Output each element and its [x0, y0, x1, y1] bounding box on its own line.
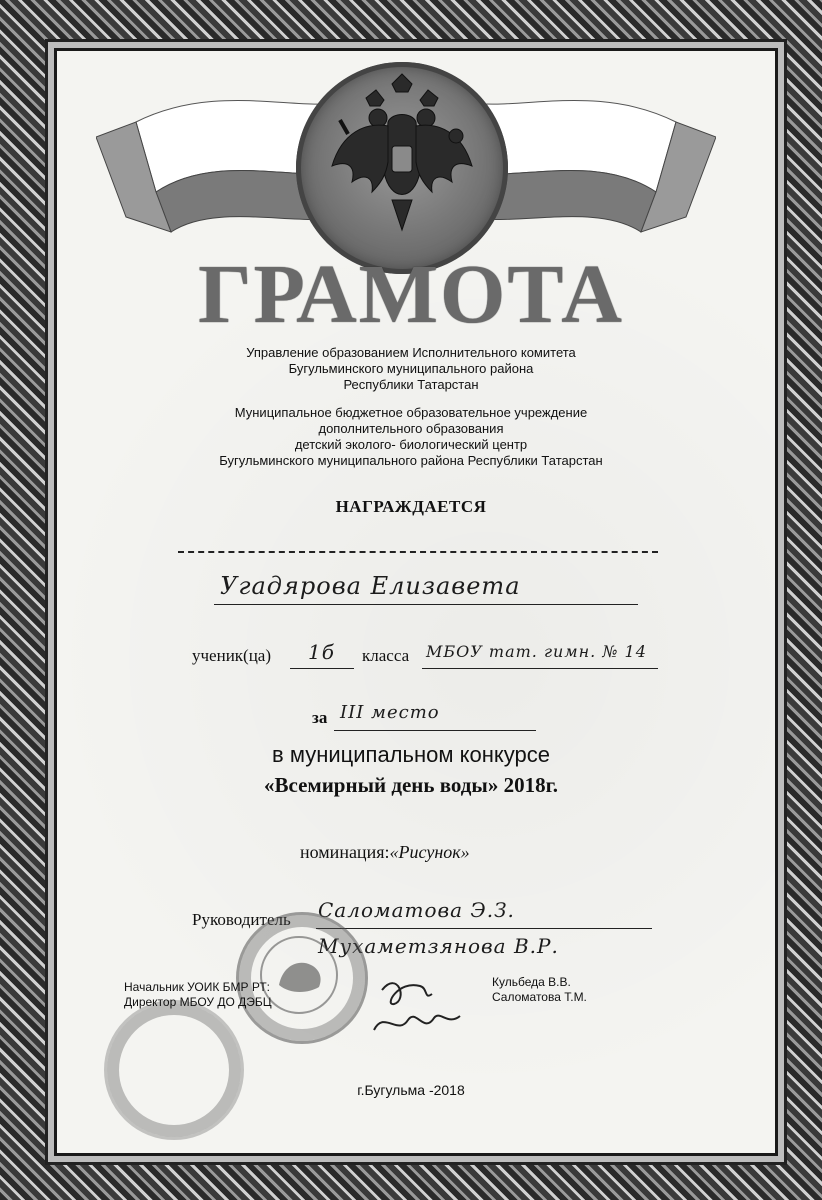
institution-line: детский эколого- биологический центр: [294, 437, 528, 452]
recipient-name: Угадярова Елизавета: [220, 572, 521, 600]
student-label: ученик(ца): [192, 646, 272, 665]
double-headed-eagle-icon: [296, 62, 508, 274]
issuer-block: [0, 345, 822, 393]
place-value: III место: [340, 702, 440, 723]
supervisor-label: Руководитель: [192, 910, 291, 929]
signatory-title: Директор МБОУ ДО ДЭБЦ: [124, 995, 272, 1009]
signatory-title: Начальник УОИК БМР РТ:: [124, 980, 271, 994]
supervisor-line: [316, 898, 652, 929]
school-value: МБОУ тат. гимн. № 14: [426, 642, 647, 661]
institution-line: Муниципальное бюджетное образовательное учреждение: [234, 405, 588, 420]
issuer-line: Бугульминского муниципального района: [288, 361, 534, 376]
certificate-title: ГРАМОТА: [198, 248, 624, 341]
place-line: [334, 702, 536, 731]
official-stamp: [236, 912, 368, 1044]
nomination-label: номинация:: [300, 842, 390, 862]
supervisor-name-2: Мухаметзянова В.Р.: [318, 934, 559, 958]
institution-stamp: [104, 1000, 244, 1140]
contest-line: в муниципальном конкурсе: [272, 742, 550, 767]
grade-value: 1б: [308, 640, 335, 664]
nomination-row: [300, 842, 470, 863]
recipient-line: [214, 572, 638, 605]
signatory-titles: [124, 980, 272, 1010]
footer-place-year: г.Бугульма -2018: [357, 1082, 465, 1098]
coat-of-arms-emblem: [296, 62, 508, 274]
issuer-line: Республики Татарстан: [343, 377, 479, 392]
class-label: класса: [362, 646, 410, 665]
school-line: [422, 642, 658, 669]
signature-scribble-icon: [368, 960, 468, 1050]
leopard-emblem-icon: [239, 915, 359, 1035]
contest-name: «Всемирный день воды» 2018г.: [263, 773, 558, 797]
signatory-name: Кульбеда В.В.: [492, 975, 571, 989]
nomination-value: «Рисунок»: [389, 842, 470, 862]
signatory-name: Саломатова Т.М.: [492, 990, 587, 1004]
dashed-divider: [178, 551, 658, 553]
institution-line: Бугульминского муниципального района Республики Татарстан: [219, 453, 603, 468]
for-label: за: [312, 708, 328, 727]
grade-line: [290, 640, 354, 669]
signatory-names: [492, 975, 587, 1005]
awarded-heading: НАГРАЖДАЕТСЯ: [335, 497, 487, 516]
issuer-line: Управление образованием Исполнительного комитета: [246, 345, 576, 360]
institution-block: [0, 405, 822, 469]
supervisor-name-1: Саломатова Э.З.: [318, 898, 515, 922]
institution-line: дополнительного образования: [318, 421, 504, 436]
